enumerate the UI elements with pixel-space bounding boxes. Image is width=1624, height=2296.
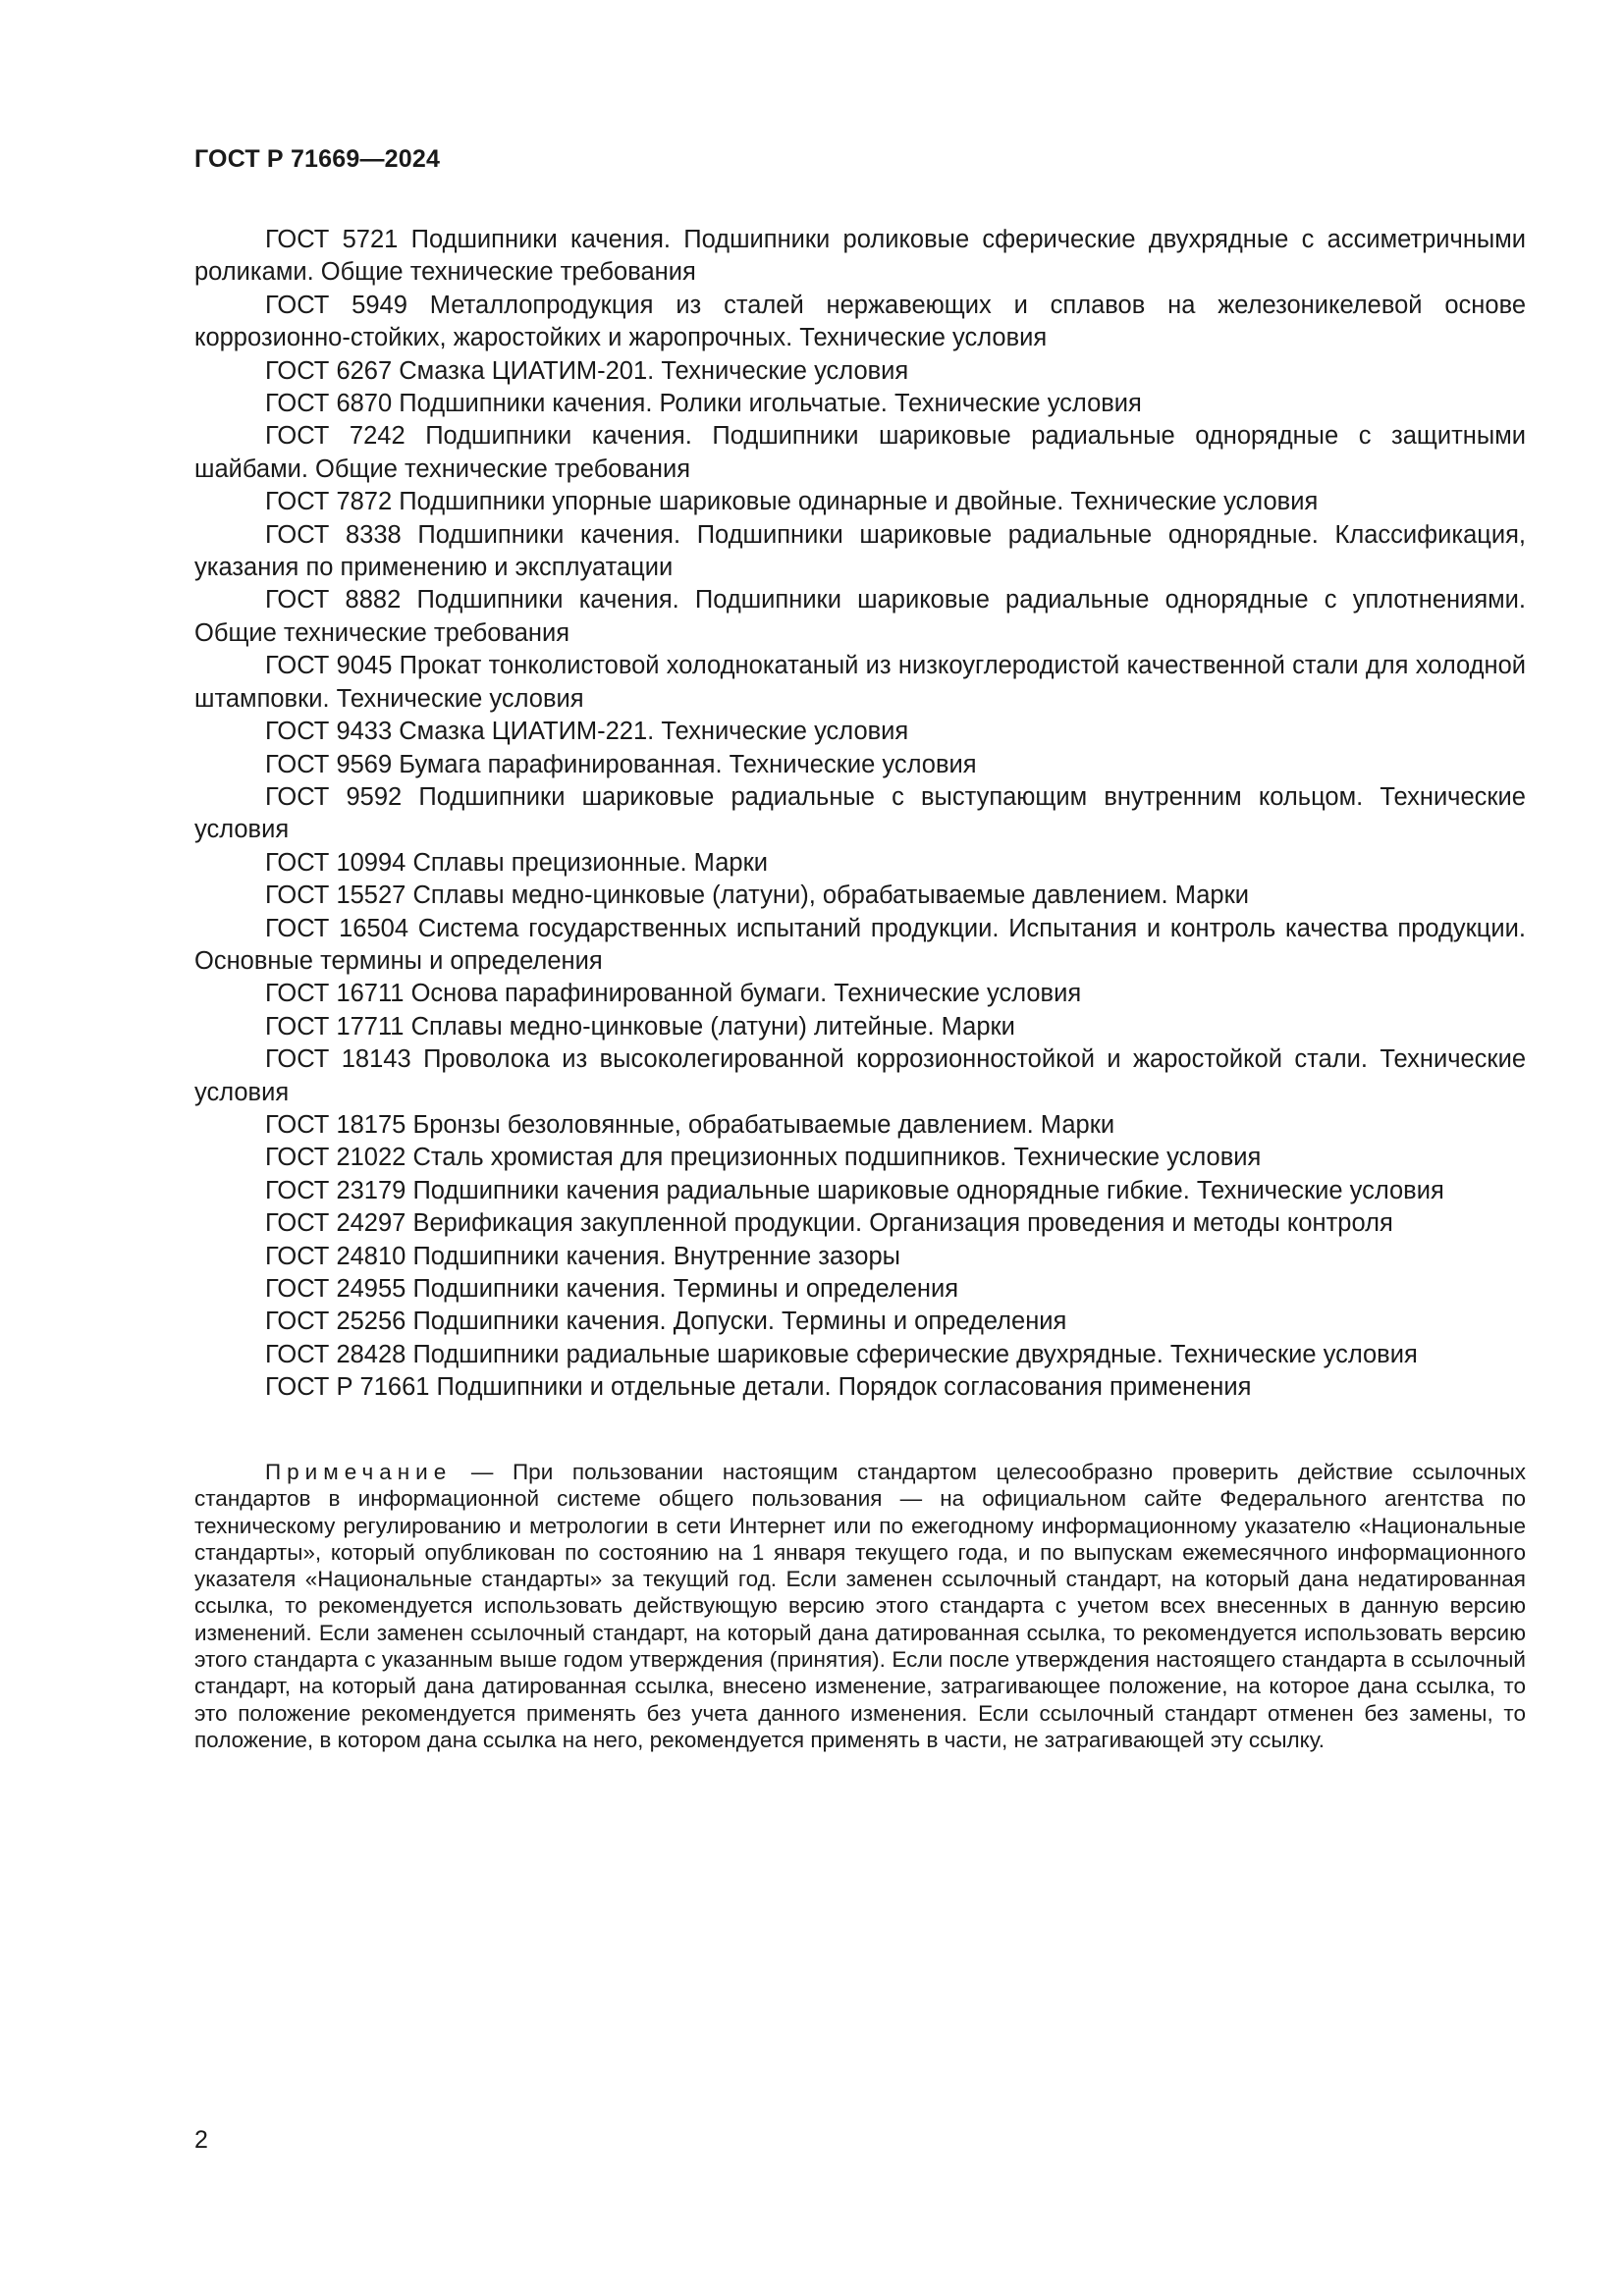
reference-code: ГОСТ 7872	[265, 488, 393, 516]
reference-item	[194, 913, 1526, 979]
reference-item	[194, 584, 1526, 650]
reference-code: ГОСТ 5949	[265, 291, 407, 319]
reference-code: ГОСТ 9433	[265, 718, 393, 746]
reference-item	[194, 1109, 1526, 1142]
normative-references-list	[194, 224, 1526, 1405]
reference-code: ГОСТ 6267	[265, 356, 393, 385]
reference-title: Подшипники качения. Внутренние зазоры	[412, 1242, 900, 1270]
reference-item	[194, 1142, 1526, 1174]
reference-code: ГОСТ 7242	[265, 422, 406, 451]
reference-code: ГОСТ 24810	[265, 1242, 406, 1270]
reference-code: ГОСТ 15527	[265, 881, 406, 910]
reference-code: ГОСТ 16504	[265, 914, 409, 942]
note-paragraph	[194, 1459, 1526, 1753]
reference-item	[194, 1273, 1526, 1306]
reference-item	[194, 749, 1526, 781]
reference-item	[194, 355, 1526, 388]
reference-code: ГОСТ 5721	[265, 226, 399, 253]
reference-title: Бронзы безоловянные, обрабатываемые давлением. Марки	[412, 1110, 1115, 1139]
reference-item	[194, 224, 1526, 290]
reference-title: Смазка ЦИАТИМ-201. Технические условия	[399, 356, 909, 385]
reference-title: Подшипники качения. Подшипники шариковые радиальные однорядные с защитными шайбами. Общие технические требования	[194, 422, 1526, 483]
reference-code: ГОСТ 23179	[265, 1176, 406, 1204]
reference-title: Подшипники качения. Термины и определения	[412, 1275, 959, 1303]
reference-title: Система государственных испытаний продукции. Испытания и контроль качества продукции. Основные термины и определения	[194, 914, 1526, 975]
reference-title: Подшипники упорные шариковые одинарные и двойные. Технические условия	[399, 488, 1319, 516]
reference-code: ГОСТ 9592	[265, 782, 403, 811]
reference-title: Смазка ЦИАТИМ-221. Технические условия	[399, 718, 909, 746]
reference-item	[194, 1043, 1526, 1109]
reference-code: ГОСТ 28428	[265, 1340, 406, 1368]
reference-title: Сплавы прецизионные. Марки	[412, 848, 768, 877]
reference-item	[194, 1241, 1526, 1273]
reference-item	[194, 978, 1526, 1010]
reference-title: Подшипники радиальные шариковые сферические двухрядные. Технические условия	[412, 1340, 1418, 1368]
reference-title: Подшипники и отдельные детали. Порядок согласования применения	[436, 1373, 1252, 1402]
reference-title: Подшипники качения. Ролики игольчатые. Технические условия	[399, 390, 1142, 418]
reference-code: ГОСТ Р 71661	[265, 1373, 430, 1402]
reference-item	[194, 519, 1526, 585]
reference-code: ГОСТ 16711	[265, 980, 405, 1008]
reference-item	[194, 1339, 1526, 1371]
reference-title: Проволока из высоколегированной коррозионностойкой и жаростойкой стали. Технические условия	[194, 1045, 1526, 1106]
reference-code: ГОСТ 17711	[265, 1012, 405, 1041]
reference-item	[194, 716, 1526, 748]
reference-title: Сплавы медно-цинковые (латуни) литейные. Марки	[410, 1012, 1015, 1041]
reference-title: Подшипники качения. Подшипники роликовые сферические двухрядные с ассиметричными роликами. Общие технические требования	[194, 226, 1527, 287]
reference-code: ГОСТ 25256	[265, 1308, 406, 1336]
reference-code: ГОСТ 6870	[265, 390, 393, 418]
reference-title: Металлопродукция из сталей нержавеющих и сплавов на железоникелевой основе коррозионно-стойких, жаростойких и жаропрочных. Технические условия	[194, 291, 1527, 352]
reference-title: Подшипники качения. Допуски. Термины и определения	[412, 1308, 1067, 1336]
reference-title: Подшипники качения. Подшипники шариковые радиальные однорядные. Классификация, указания по применению и эксплуатации	[194, 520, 1527, 582]
reference-item	[194, 1207, 1526, 1240]
reference-item	[194, 1011, 1526, 1043]
page-number: 2	[194, 2126, 208, 2154]
reference-title: Сплавы медно-цинковые (латуни), обрабатываемые давлением. Марки	[412, 881, 1250, 910]
reference-item	[194, 781, 1526, 847]
reference-code: ГОСТ 9045	[265, 652, 393, 680]
reference-item	[194, 650, 1526, 716]
reference-item	[194, 847, 1526, 880]
reference-code: ГОСТ 24297	[265, 1209, 406, 1238]
reference-code: ГОСТ 24955	[265, 1275, 406, 1303]
reference-code: ГОСТ 10994	[265, 848, 406, 877]
reference-item	[194, 1306, 1526, 1338]
reference-item	[194, 1175, 1526, 1207]
reference-code: ГОСТ 9569	[265, 750, 393, 778]
reference-item	[194, 880, 1526, 912]
document-header: ГОСТ Р 71669—2024	[194, 145, 441, 173]
reference-code: ГОСТ 8882	[265, 586, 402, 614]
note-text: — При пользовании настоящим стандартом целесообразно проверить действие ссылочных стандартов в информационной системе общего пользования — на официальном сайте Федерального агентства по техническому регулированию и метрологии в сети Интернет или по ежегодному информационному указателю «Национальные стандарты», который опубликован по состоянию на 1 января текущего года, и по выпускам ежемесячного информационного указателя «Национальные стандарты» за текущий год. Если заменен ссылочный стандарт, на который дана недатированная ссылка, то рекомендуется использовать действующую версию этого стандарта с учетом всех внесенных в данную версию изменений. Если заменен ссылочный стандарт, на который дана датированная ссылка, то рекомендуется использовать версию этого стандарта с указанным выше годом утверждения (принятия). Если после утверждения настоящего стандарта в ссылочный стандарт, на который дана датированная ссылка, внесено изменение, затрагивающее положение, на которое дана ссылка, то это положение рекомендуется применять без учета данного изменения. Если ссылочный стандарт отменен без замены, то положение, в котором дана ссылка на него, рекомендуется применять в части, не затрагивающей эту ссылку.	[194, 1460, 1526, 1752]
reference-title: Основа парафинированной бумаги. Технические условия	[410, 980, 1082, 1008]
reference-item	[194, 388, 1526, 420]
reference-code: ГОСТ 18175	[265, 1110, 406, 1139]
reference-item	[194, 1371, 1526, 1404]
reference-item	[194, 290, 1526, 355]
reference-title: Бумага парафинированная. Технические условия	[399, 750, 977, 778]
reference-item	[194, 420, 1526, 486]
reference-title: Подшипники шариковые радиальные с выступающим внутренним кольцом. Технические условия	[194, 782, 1526, 844]
reference-title: Верификация закупленной продукции. Организация проведения и методы контроля	[412, 1209, 1393, 1238]
reference-title: Подшипники качения радиальные шариковые однорядные гибкие. Технические условия	[412, 1176, 1444, 1204]
reference-item	[194, 486, 1526, 518]
reference-code: ГОСТ 8338	[265, 520, 402, 549]
note-label: Примечание	[265, 1460, 453, 1484]
reference-title: Сталь хромистая для прецизионных подшипников. Технические условия	[412, 1144, 1262, 1172]
reference-title: Подшипники качения. Подшипники шариковые радиальные однорядные с уплотнениями. Общие технические требования	[194, 586, 1526, 647]
reference-code: ГОСТ 21022	[265, 1144, 406, 1172]
reference-title: Прокат тонколистовой холоднокатаный из низкоуглеродистой качественной стали для холодной штамповки. Технические условия	[194, 652, 1526, 713]
reference-code: ГОСТ 18143	[265, 1045, 411, 1074]
